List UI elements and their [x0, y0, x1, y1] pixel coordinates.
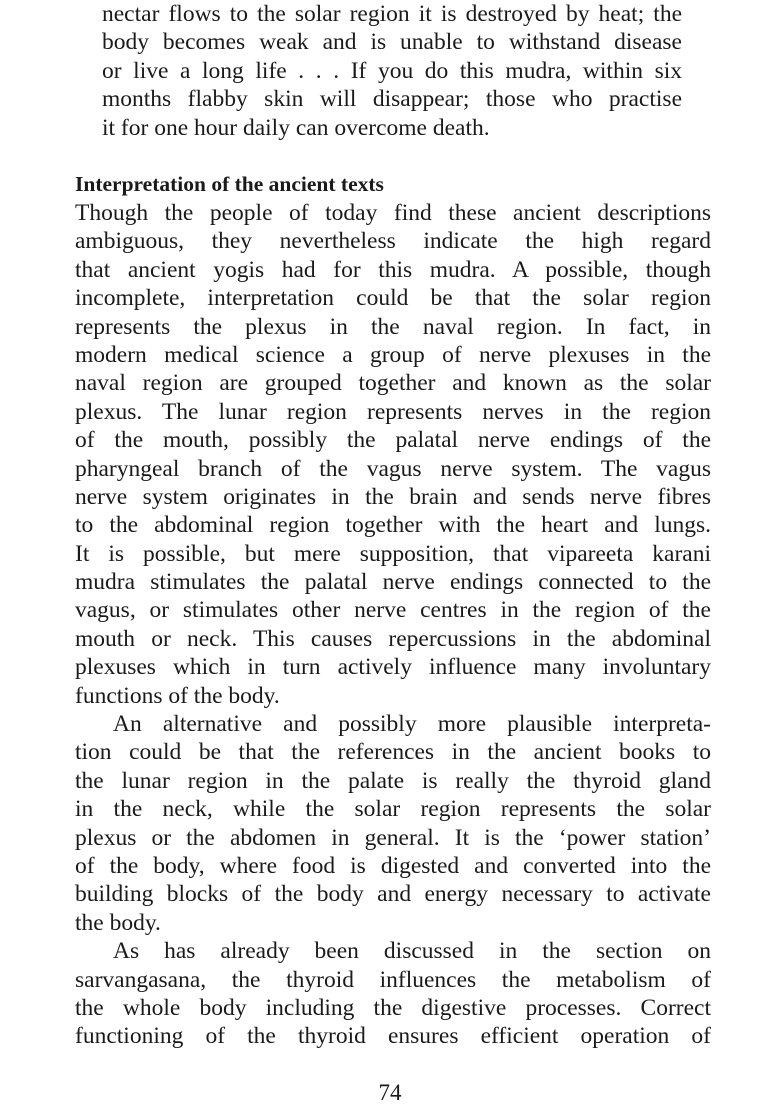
paragraph-2	[75, 710, 711, 937]
page-number: 74	[378, 1080, 402, 1105]
text-line: vagus, or stimulates other nerve centres in the region of the	[75, 597, 711, 624]
text-line: Though the people of today find these ancient descriptions	[75, 200, 711, 226]
quote-line: body becomes weak and is unable to withstand disease	[102, 29, 682, 56]
text-line: mudra stimulates the palatal nerve endings connected to the	[75, 569, 711, 596]
quote-line: months flabby skin will disappear; those who practise	[102, 86, 682, 113]
text-line: ambiguous, they nevertheless indicate the high regard	[75, 228, 711, 255]
text-line: plexus. The lunar region represents nerves in the region	[75, 398, 711, 425]
text-line: plexuses which in turn actively influence many involuntary	[75, 654, 711, 681]
text-line: An alternative and possibly more plausible interpreta-	[113, 711, 711, 738]
text-line: plexus or the abdomen in general. It is the ‘power station’	[75, 824, 711, 851]
text-line: represents the plexus in the naval region. In fact, in	[75, 313, 711, 340]
text-line: the whole body including the digestive processes. Correct	[75, 994, 711, 1021]
interpretation-section	[75, 170, 711, 1051]
text-line: pharyngeal branch of the vagus nerve system. The vagus	[75, 455, 711, 482]
text-line: mouth or neck. This causes repercussions in the abdominal	[75, 625, 711, 652]
text-line: in the neck, while the solar region represents the solar	[75, 796, 711, 823]
text-line: incomplete, interpretation could be that the solar region	[75, 285, 711, 312]
text-line: As has already been discussed in the section on	[113, 938, 711, 965]
text-line: that ancient yogis had for this mudra. A possible, though	[75, 256, 711, 283]
quote-line: or live a long life . . . If you do this mudra, within six	[102, 57, 682, 84]
quote-line: nectar flows to the solar region it is destroyed by heat; the	[102, 1, 682, 27]
text-line: sarvangasana, the thyroid influences the metabolism of	[75, 966, 711, 993]
text-line: functions of the body.	[75, 682, 280, 709]
text-line: It is possible, but mere supposition, that vipareeta karani	[75, 540, 711, 567]
text-line: of the mouth, possibly the palatal nerve endings of the	[75, 427, 711, 454]
text-line: modern medical science a group of nerve plexuses in the	[75, 341, 711, 368]
text-line: the body.	[75, 909, 161, 936]
text-line: the lunar region in the palate is really the thyroid gland	[75, 767, 711, 794]
paragraph-1	[75, 199, 711, 710]
quote-line: it for one hour daily can overcome death.	[102, 114, 490, 141]
section-heading: Interpretation of the ancient texts	[75, 172, 384, 196]
scripture-quote	[102, 0, 682, 142]
text-line: nerve system originates in the brain and sends nerve fibres	[75, 483, 711, 510]
text-line: building blocks of the body and energy necessary to activate	[75, 881, 711, 908]
paragraph-3	[75, 937, 711, 1051]
text-line: naval region are grouped together and known as the solar	[75, 370, 711, 397]
text-line: to the abdominal region together with the heart and lungs.	[75, 512, 711, 539]
text-line: tion could be that the references in the ancient books to	[75, 739, 711, 766]
text-line: functioning of the thyroid ensures efficient operation of	[75, 1023, 711, 1050]
text-line: of the body, where food is digested and converted into the	[75, 852, 711, 879]
